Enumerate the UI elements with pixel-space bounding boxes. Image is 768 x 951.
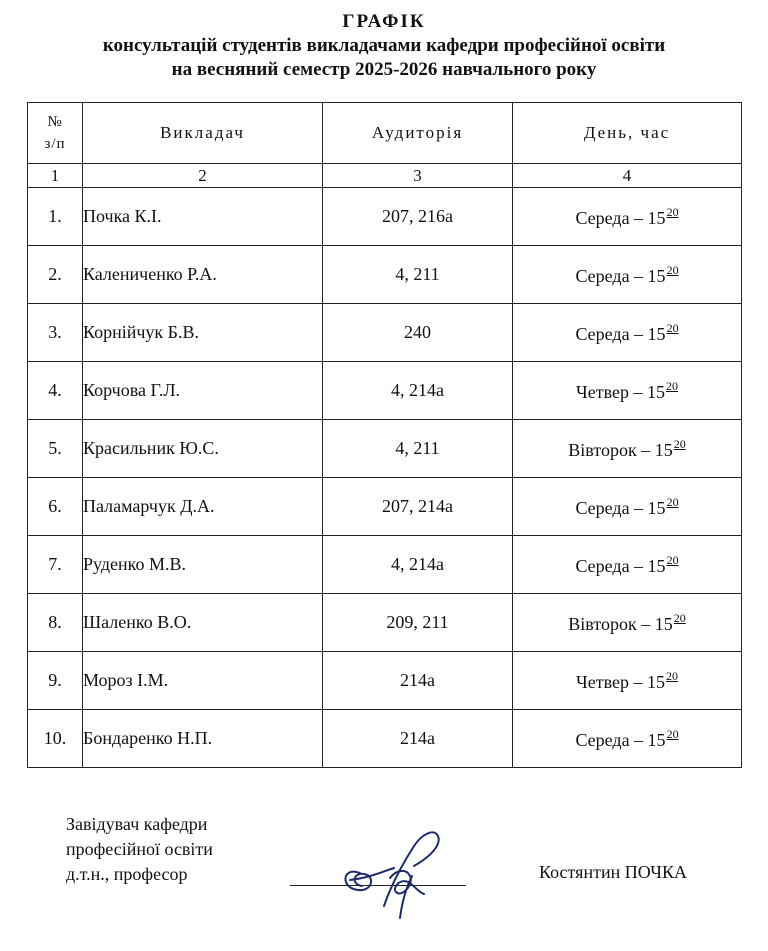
day-hour: Середа – 15: [575, 323, 666, 344]
table-row: [28, 710, 742, 768]
position-line: д.т.н., професор: [66, 864, 188, 884]
day-hour: Середа – 15: [575, 497, 666, 518]
header-teacher: Викладач: [83, 103, 323, 164]
header-number-abbrev: з/п: [44, 136, 66, 152]
header-room: Аудиторія: [323, 103, 513, 164]
minutes: 20: [666, 494, 679, 509]
day-hour: Середа – 15: [575, 729, 666, 750]
room-number: 207, 214а: [323, 478, 513, 536]
header-number-symbol: №: [47, 114, 63, 130]
signatory-position: [66, 812, 213, 887]
teacher-name: Красильник Ю.С.: [83, 420, 323, 478]
teacher-name: Мороз І.М.: [83, 652, 323, 710]
minutes: 20: [666, 262, 679, 277]
column-number: 3: [323, 164, 513, 188]
room-number: 207, 216а: [323, 188, 513, 246]
document-header: [0, 10, 768, 82]
signature-icon: [330, 818, 450, 928]
row-number: 4.: [28, 362, 83, 420]
teacher-name: Почка К.І.: [83, 188, 323, 246]
table-header-row: [28, 103, 742, 164]
document-subtitle-line1: консультацій студентів викладачами кафедри професійної освіти: [102, 35, 666, 56]
column-number: 4: [513, 164, 742, 188]
header-day-time: День, час: [513, 103, 742, 164]
minutes: 20: [673, 436, 686, 451]
day-time: [513, 304, 742, 362]
minutes: 20: [673, 610, 686, 625]
minutes: 20: [666, 320, 679, 335]
position-line: професійної освіти: [66, 839, 213, 859]
table-row: [28, 536, 742, 594]
day-time: [513, 652, 742, 710]
teacher-name: Руденко М.В.: [83, 536, 323, 594]
day-hour: Середа – 15: [575, 207, 666, 228]
minutes: 20: [666, 726, 679, 741]
table-row: [28, 246, 742, 304]
day-hour: Четвер – 15: [576, 381, 665, 402]
minutes: 20: [665, 668, 678, 683]
day-hour: Четвер – 15: [576, 671, 665, 692]
table-row: [28, 188, 742, 246]
row-number: 8.: [28, 594, 83, 652]
day-time: [513, 710, 742, 768]
day-time: [513, 420, 742, 478]
table-row: [28, 594, 742, 652]
position-line: Завідувач кафедри: [66, 814, 208, 834]
day-time: [513, 536, 742, 594]
column-number: 2: [83, 164, 323, 188]
row-number: 7.: [28, 536, 83, 594]
table-row: [28, 362, 742, 420]
row-number: 10.: [28, 710, 83, 768]
row-number: 6.: [28, 478, 83, 536]
day-time: [513, 362, 742, 420]
room-number: 4, 211: [323, 420, 513, 478]
minutes: 20: [666, 204, 679, 219]
day-hour: Середа – 15: [575, 555, 666, 576]
row-number: 9.: [28, 652, 83, 710]
minutes: 20: [666, 552, 679, 567]
teacher-name: Калениченко Р.А.: [83, 246, 323, 304]
teacher-name: Паламарчук Д.А.: [83, 478, 323, 536]
day-time: [513, 246, 742, 304]
row-number: 2.: [28, 246, 83, 304]
teacher-name: Корчова Г.Л.: [83, 362, 323, 420]
day-hour: Середа – 15: [575, 265, 666, 286]
table-row: [28, 304, 742, 362]
table-row: [28, 420, 742, 478]
column-number: 1: [28, 164, 83, 188]
room-number: 4, 211: [323, 246, 513, 304]
table-row: [28, 478, 742, 536]
room-number: 209, 211: [323, 594, 513, 652]
row-number: 1.: [28, 188, 83, 246]
header-number: [28, 103, 83, 164]
row-number: 5.: [28, 420, 83, 478]
column-number-row: [28, 164, 742, 188]
room-number: 214а: [323, 710, 513, 768]
minutes: 20: [665, 378, 678, 393]
day-time: [513, 188, 742, 246]
table-body: [28, 188, 742, 768]
document-subtitle-line2: на весняний семестр 2025-2026 навчального року: [171, 59, 597, 80]
teacher-name: Шаленко В.О.: [83, 594, 323, 652]
day-hour: Вівторок – 15: [568, 439, 673, 460]
signer-name: Костянтин ПОЧКА: [539, 862, 687, 882]
day-time: [513, 594, 742, 652]
day-time: [513, 478, 742, 536]
room-number: 4, 214а: [323, 536, 513, 594]
teacher-name: Корнійчук Б.В.: [83, 304, 323, 362]
room-number: 4, 214а: [323, 362, 513, 420]
row-number: 3.: [28, 304, 83, 362]
day-hour: Вівторок – 15: [568, 613, 673, 634]
teacher-name: Бондаренко Н.П.: [83, 710, 323, 768]
consultation-schedule-table: [27, 102, 742, 768]
room-number: 214а: [323, 652, 513, 710]
table-row: [28, 652, 742, 710]
document-title: ГРАФІК: [342, 11, 426, 32]
room-number: 240: [323, 304, 513, 362]
